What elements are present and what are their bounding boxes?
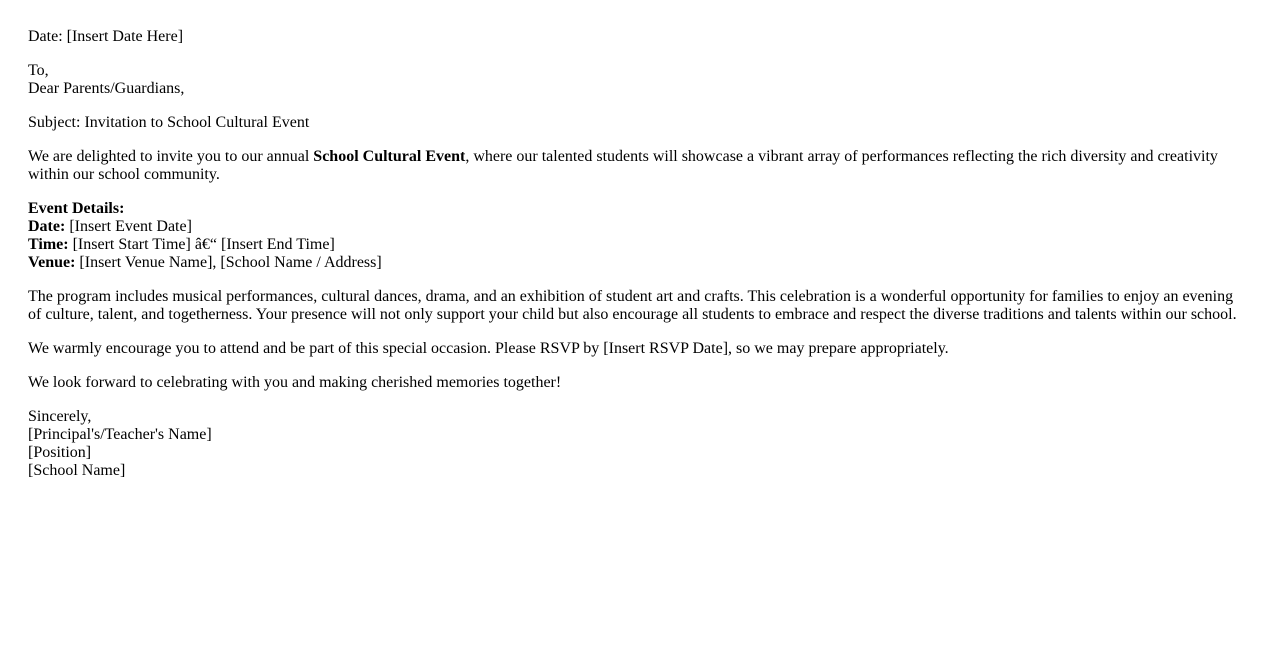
signatory-name: [Principal's/Teacher's Name] — [28, 426, 212, 443]
salutation: Dear Parents/Guardians, — [28, 80, 185, 97]
event-venue-row — [28, 254, 1250, 272]
program-paragraph: The program includes musical performances, cultural dances, drama, and an exhibition of student art and crafts. This celebration is a wonderful opportunity for families to enjoy an evening of culture, talent, and togetherness. Your presence will not only support your child but also encourage all students to embrace and respect the diverse traditions and talents within our school. — [28, 288, 1237, 323]
intro-text-after: , where our talented students will showcase a vibrant array of performances reflecting the rich diversity and creativity within our school community. — [28, 148, 1218, 183]
rsvp-paragraph: We warmly encourage you to attend and be part of this special occasion. Please RSVP by [Insert RSVP Date], so we may prepare appropriately. — [28, 340, 949, 357]
event-name-emphasis: School Cultural Event — [313, 148, 466, 165]
to-line: To, — [28, 62, 49, 79]
event-time-label: Time: — [28, 236, 69, 253]
school-name: [School Name] — [28, 462, 126, 479]
event-details-block — [28, 200, 1250, 272]
event-date-row — [28, 218, 1250, 236]
signature-block — [28, 408, 1250, 480]
intro-text-before: We are delighted to invite you to our annual — [28, 148, 314, 165]
event-details-heading: Event Details: — [28, 200, 125, 217]
closing-paragraph: We look forward to celebrating with you and making cherished memories together! — [28, 374, 562, 391]
sign-off: Sincerely, — [28, 408, 92, 425]
date-line: Date: [Insert Date Here] — [28, 28, 184, 45]
event-date-label: Date: — [28, 218, 66, 235]
event-time-row — [28, 236, 1250, 254]
letter-body — [28, 28, 1250, 496]
signatory-position: [Position] — [28, 444, 92, 461]
intro-paragraph — [28, 148, 1250, 184]
event-venue-label: Venue: — [28, 254, 76, 271]
subject-line: Subject: Invitation to School Cultural Event — [28, 114, 310, 131]
greeting-block — [28, 62, 1250, 98]
event-date-value: [Insert Event Date] — [65, 218, 192, 235]
event-time-value: [Insert Start Time] â€“ [Insert End Time] — [68, 236, 335, 253]
event-venue-value: [Insert Venue Name], [School Name / Address] — [75, 254, 382, 271]
